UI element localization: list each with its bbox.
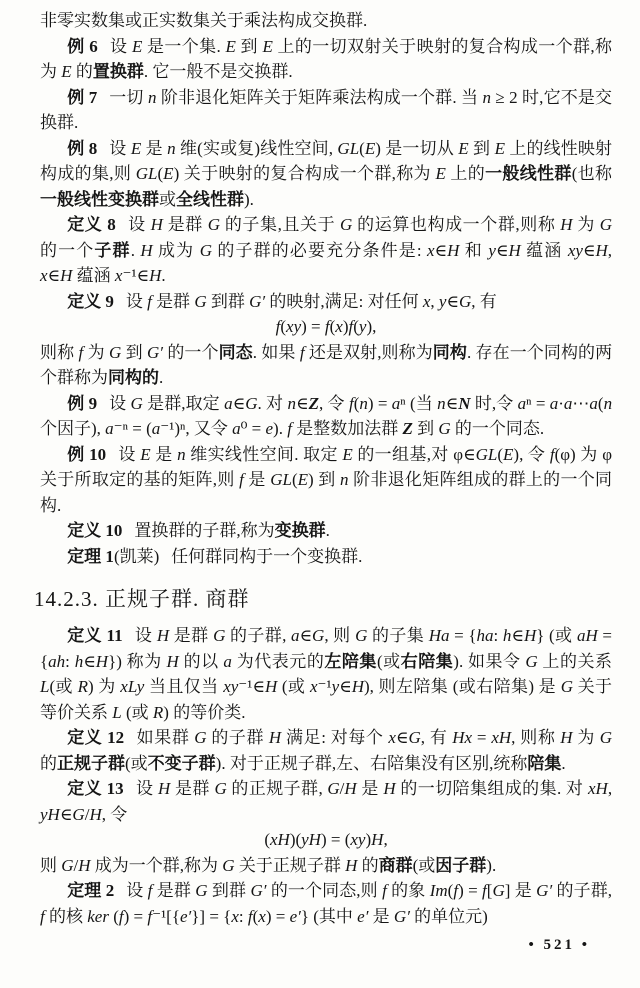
quotient-formula: (xH)(yH) = (xy)H, — [264, 830, 388, 849]
example-10-paragraph: 例 10 设 E 是 n 维实线性空间. 取定 E 的一组基,对 φ∈GL(E), 令 f(φ) 为 φ 关于所取定的基的矩阵,则 f 是 GL(E) 到 n 阶非退化矩阵组成的群上的一个同构. — [40, 444, 613, 515]
theorem-2-paragraph: 定理 2 设 f 是群 G 到群 G′ 的一个同态,则 f 的象 Im(f) = f[G] 是 G′ 的子群, f 的核 ker (f) = f⁻¹[{e′}] = {x: f(x) = e′} (其中 e′ 是 G′ 的单位元) — [40, 881, 613, 926]
example-6-paragraph: 例 6 设 E 是一个集. E 到 E 上的一切双射关于映射的复合构成一个群,称为 E 的置换群. 它一般不是交换群. — [40, 36, 613, 81]
page-number: • 521 • — [528, 937, 590, 953]
page-footer — [40, 933, 612, 959]
definition-12-paragraph: 定义 12 如果群 G 的子群 H 满足: 对每个 x∈G, 有 Hx = xH, 则称 H 为 G 的正规子群(或不变子群). 对于正规子群,左、右陪集没有区别,统称陪集. — [40, 728, 613, 773]
homomorphism-isomorphism-paragraph: 则称 f 为 G 到 G′ 的一个同态. 如果 f 还是双射,则称为同构. 存在一个同构的两个群称为同构的. — [40, 342, 613, 387]
definition-10-paragraph: 定义 10 置换群的子群,称为变换群. — [67, 521, 330, 540]
homomorphism-formula: f(xy) = f(x)f(y), — [275, 317, 377, 336]
definition-9-paragraph: 定义 9 设 f 是群 G 到群 G′ 的映射,满足: 对任何 x, y∈G, 有 — [67, 291, 497, 311]
definition-13-paragraph: 定义 13 设 H 是群 G 的正规子群, G/H 是 H 的一切陪集组成的集. 对 xH, yH∈G/H, 令 — [40, 779, 613, 824]
quotient-group-paragraph: 则 G/H 成为一个群,称为 G 关于正规子群 H 的商群(或因子群). — [40, 855, 497, 875]
section-heading: 14.2.3. 正规子群. 商群 — [34, 587, 250, 611]
example-7-paragraph: 例 7 一切 n 阶非退化矩阵关于矩阵乘法构成一个群. 当 n ≥ 2 时,它不是交换群. — [40, 87, 613, 132]
continued-paragraph: 非零实数集或正实数集关于乘法构成交换群. — [40, 11, 368, 30]
theorem-1-paragraph: 定理 1(凯莱) 任何群同构于一个变换群. — [67, 546, 363, 566]
example-8-paragraph: 例 8 设 E 是 n 维(实或复)线性空间, GL(E) 是一切从 E 到 E 上的线性映射构成的集,则 GL(E) 关于映射的复合构成一个群,称为 E 上的一般线性群(也称一般线性变换群或全线性群). — [40, 138, 613, 209]
definition-8-paragraph: 定义 8 设 H 是群 G 的子集,且关于 G 的运算也构成一个群,则称 H 为 G 的一个子群. H 成为 G 的子群的必要充分条件是: x∈H 和 y∈H 蕴涵 xy∈H, x∈H 蕴涵 x⁻¹∈H. — [40, 215, 613, 285]
definition-11-paragraph: 定义 11 设 H 是群 G 的子群, a∈G, 则 G 的子集 Ha = {ha: h∈H} (或 aH = {ah: h∈H}) 称为 H 的以 a 为代表元的左陪集(或右陪集). 如果令 G 上的关系 L(或 R) 为 xLy 当且仅当 xy⁻¹∈H (或 x⁻¹y∈H), 则左陪集 (或右陪集) 是 G 关于等价关系 L (或 R) 的等价类. — [40, 626, 613, 722]
example-9-paragraph: 例 9 设 G 是群,取定 a∈G. 对 n∈Z, 令 f(n) = aⁿ (当 n∈N 时,令 aⁿ = a·a⋯a(n 个因子), a⁻ⁿ = (a⁻¹)ⁿ, 又令 a⁰ = e). f 是整数加法群 Z 到 G 的一个同态. — [40, 393, 613, 438]
